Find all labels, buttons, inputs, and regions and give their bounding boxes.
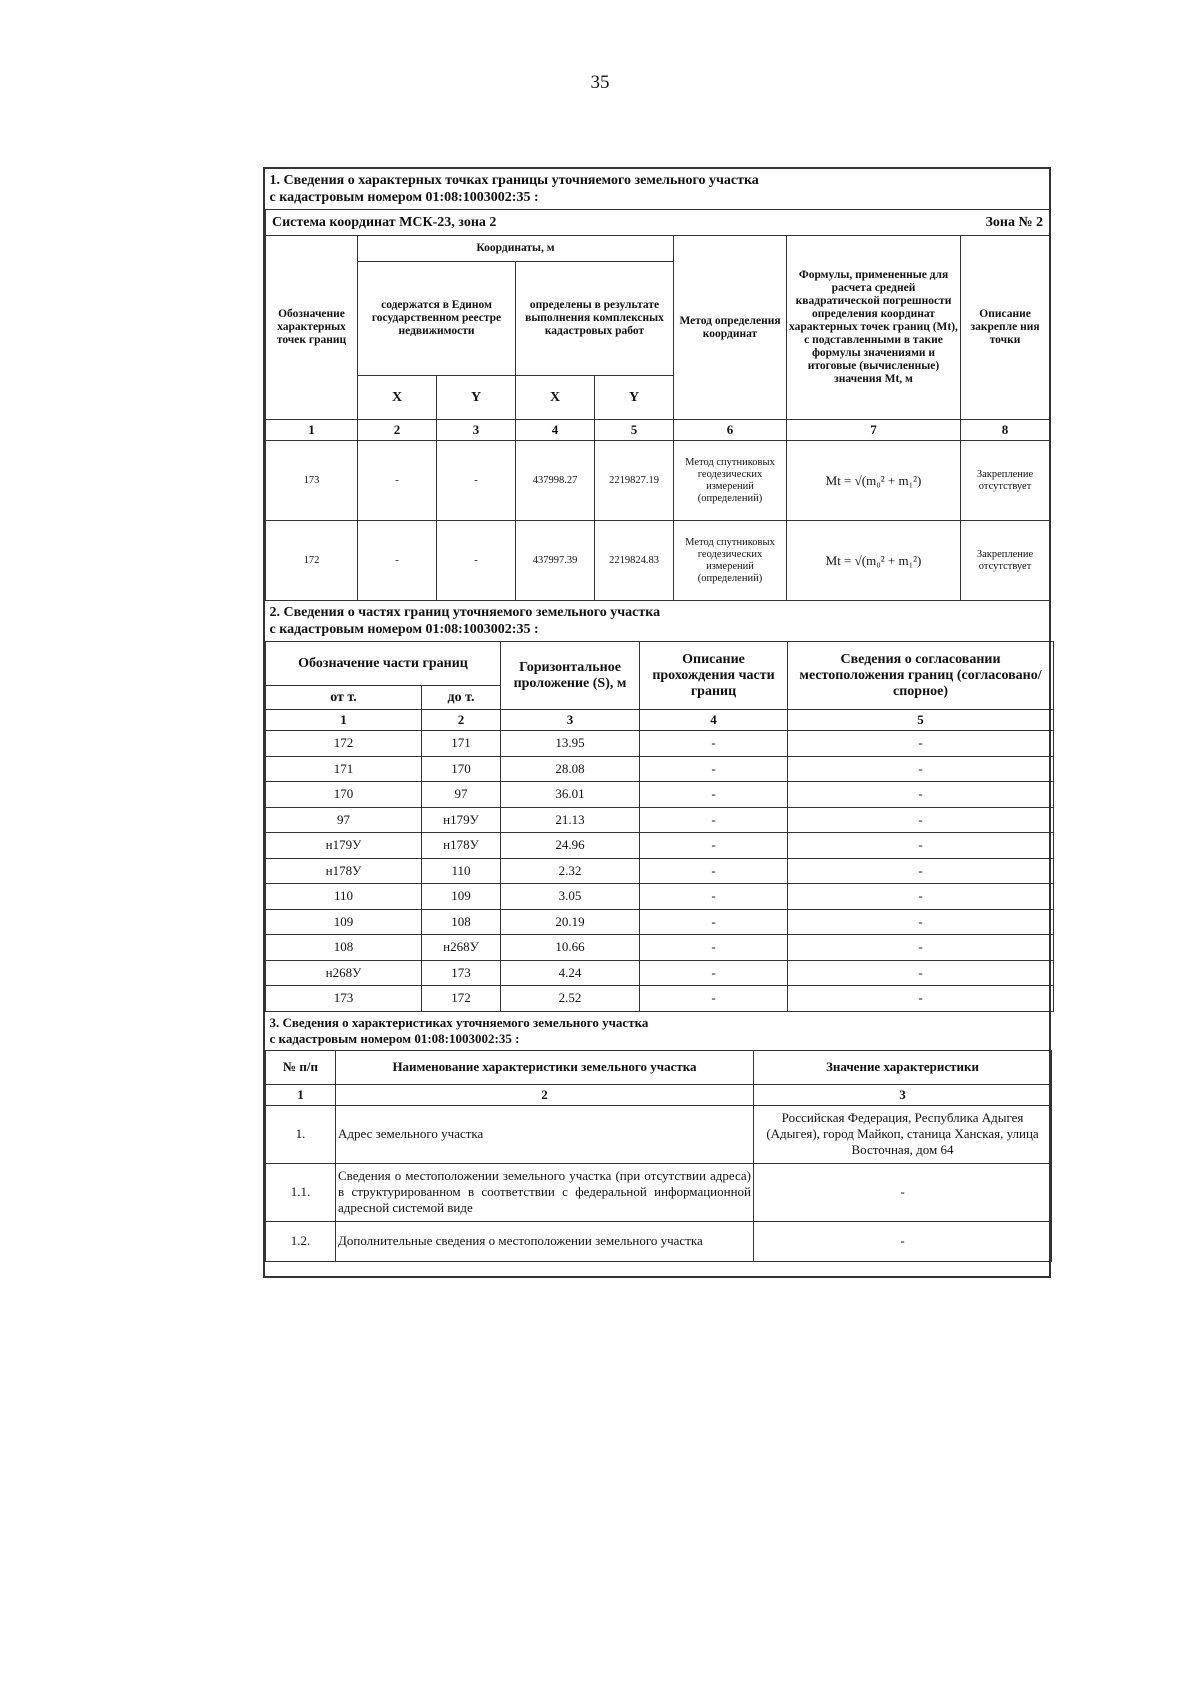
horizontal-distance: 4.24 [501, 960, 640, 986]
header-in-registry: содержатся в Едином государственном реестре недвижимости [358, 262, 516, 376]
horizontal-distance: 28.08 [501, 756, 640, 782]
to-point: н178У [422, 833, 501, 859]
header-part-description: Описание прохождения части границ [640, 642, 788, 710]
table-row [266, 521, 1050, 601]
agreement-status: - [788, 858, 1054, 884]
table-row [266, 858, 1054, 884]
part-description: - [640, 782, 788, 808]
row-num: 1. [266, 1105, 336, 1163]
agreement-status: - [788, 756, 1054, 782]
bottom-spacer [266, 1261, 1052, 1276]
from-point: 108 [266, 935, 422, 961]
col-number: 1 [266, 710, 422, 731]
table-row [266, 986, 1054, 1012]
document-frame [263, 167, 1051, 1278]
table-row [266, 807, 1054, 833]
part-description: - [640, 986, 788, 1012]
fixation-description: Закрепление отсутствует [961, 521, 1050, 601]
section3-title [266, 1012, 1052, 1051]
part-description: - [640, 935, 788, 961]
section3-table [265, 1012, 1052, 1276]
formula: Mt = √(m₀² + m₁²) [787, 441, 961, 521]
header-det-x: X [516, 376, 595, 420]
part-description: - [640, 884, 788, 910]
coordinate-system: Система координат МСК-23, зона 2 [272, 214, 497, 230]
to-point: 173 [422, 960, 501, 986]
reg-x: - [358, 441, 437, 521]
table-row [266, 1221, 1052, 1261]
col-number: 5 [788, 710, 1054, 731]
part-description: - [640, 756, 788, 782]
from-point: 172 [266, 731, 422, 757]
part-description: - [640, 807, 788, 833]
part-description: - [640, 833, 788, 859]
header-to: до т. [422, 686, 501, 710]
section1-table [265, 169, 1050, 601]
from-point: 173 [266, 986, 422, 1012]
header-point-description: Описание закрепле ния точки [961, 236, 1050, 420]
page-number: 35 [590, 72, 610, 93]
agreement-status: - [788, 833, 1054, 859]
table-row [266, 833, 1054, 859]
horizontal-distance: 36.01 [501, 782, 640, 808]
header-agreement: Сведения о согласовании местоположения границ (согласовано/спорное) [788, 642, 1054, 710]
horizontal-distance: 3.05 [501, 884, 640, 910]
col-number: 2 [336, 1084, 754, 1105]
table-row [266, 960, 1054, 986]
horizontal-distance: 21.13 [501, 807, 640, 833]
horizontal-distance: 13.95 [501, 731, 640, 757]
agreement-status: - [788, 807, 1054, 833]
agreement-status: - [788, 782, 1054, 808]
header-boundary-part: Обозначение части границ [266, 642, 501, 686]
part-description: - [640, 960, 788, 986]
point-id: 172 [266, 521, 358, 601]
col-number: 6 [674, 420, 787, 441]
header-coordinates: Координаты, м [358, 236, 674, 262]
section2-table [265, 601, 1054, 1012]
header-determined: определены в результате выполнения комплексных кадастровых работ [516, 262, 674, 376]
section2-title-line1: 2. Сведения о частях границ уточняемого земельного участка [269, 605, 661, 620]
coord-x: 437997.39 [516, 521, 595, 601]
from-point: н178У [266, 858, 422, 884]
section2-title [266, 601, 1054, 642]
header-characteristic-value: Значение характеристики [754, 1050, 1052, 1084]
col-number: 1 [266, 420, 358, 441]
characteristic-name: Сведения о местоположении земельного участка (при отсутствии адреса) в структурированном в соответствии с федеральной информационной адресной системой виде [336, 1163, 754, 1221]
header-from: от т. [266, 686, 422, 710]
coord-x: 437998.27 [516, 441, 595, 521]
horizontal-distance: 10.66 [501, 935, 640, 961]
agreement-status: - [788, 935, 1054, 961]
to-point: 108 [422, 909, 501, 935]
coordinate-system-row [266, 210, 1050, 236]
from-point: 171 [266, 756, 422, 782]
col-number: 3 [501, 710, 640, 731]
col-number: 7 [787, 420, 961, 441]
horizontal-distance: 2.32 [501, 858, 640, 884]
to-point: 172 [422, 986, 501, 1012]
to-point: 97 [422, 782, 501, 808]
agreement-status: - [788, 960, 1054, 986]
point-id: 173 [266, 441, 358, 521]
reg-x: - [358, 521, 437, 601]
coord-y: 2219827.19 [595, 441, 674, 521]
from-point: н268У [266, 960, 422, 986]
row-num: 1.2. [266, 1221, 336, 1261]
header-reg-y: Y [437, 376, 516, 420]
table-row [266, 731, 1054, 757]
horizontal-distance: 2.52 [501, 986, 640, 1012]
from-point: 170 [266, 782, 422, 808]
fixation-description: Закрепление отсутствует [961, 441, 1050, 521]
table-row [266, 1163, 1052, 1221]
from-point: 109 [266, 909, 422, 935]
col-number: 2 [422, 710, 501, 731]
header-horizontal: Горизонтальное проложение (S), м [501, 642, 640, 710]
table-row [266, 909, 1054, 935]
col-number: 4 [640, 710, 788, 731]
characteristic-value: - [754, 1163, 1052, 1221]
characteristic-value: Российская Федерация, Республика Адыгея (Адыгея), город Майкоп, станица Ханская, улица Восточная, дом 64 [754, 1105, 1052, 1163]
to-point: 110 [422, 858, 501, 884]
method: Метод спутниковых геодезических измерений (определений) [674, 441, 787, 521]
zone-label: Зона № 2 [985, 214, 1044, 230]
col-number: 4 [516, 420, 595, 441]
col-number: 3 [437, 420, 516, 441]
section1-title-line2: с кадастровым номером 01:08:1003002:35 : [269, 190, 539, 205]
header-designation: Обозначение характерных точек границ [266, 236, 358, 420]
table-row [266, 782, 1054, 808]
to-point: 109 [422, 884, 501, 910]
to-point: н268У [422, 935, 501, 961]
characteristic-name: Адрес земельного участка [336, 1105, 754, 1163]
header-method: Метод определения координат [674, 236, 787, 420]
section1-title-line1: 1. Сведения о характерных точках границы уточняемого земельного участка [269, 173, 759, 188]
table-row [266, 1105, 1052, 1163]
to-point: н179У [422, 807, 501, 833]
header-characteristic-name: Наименование характеристики земельного участка [336, 1050, 754, 1084]
method: Метод спутниковых геодезических измерений (определений) [674, 521, 787, 601]
to-point: 171 [422, 731, 501, 757]
table-row [266, 884, 1054, 910]
horizontal-distance: 24.96 [501, 833, 640, 859]
agreement-status: - [788, 884, 1054, 910]
formula: Mt = √(m₀² + m₁²) [787, 521, 961, 601]
agreement-status: - [788, 731, 1054, 757]
part-description: - [640, 858, 788, 884]
col-number: 2 [358, 420, 437, 441]
characteristic-value: - [754, 1221, 1052, 1261]
from-point: 97 [266, 807, 422, 833]
row-num: 1.1. [266, 1163, 336, 1221]
col-number: 8 [961, 420, 1050, 441]
table-row [266, 441, 1050, 521]
section3-title-line1: 3. Сведения о характеристиках уточняемого земельного участка [269, 1014, 649, 1030]
to-point: 170 [422, 756, 501, 782]
part-description: - [640, 731, 788, 757]
header-num: № п/п [266, 1050, 336, 1084]
agreement-status: - [788, 909, 1054, 935]
coord-y: 2219824.83 [595, 521, 674, 601]
col-number: 1 [266, 1084, 336, 1105]
header-formulas: Формулы, примененные для расчета средней квадратической погрешности определения координат характерных точек границ (Mt), с подставленными в такие формулы значениями и итоговые (вычисленные) значения Mt, м [787, 236, 961, 420]
from-point: 110 [266, 884, 422, 910]
characteristic-name: Дополнительные сведения о местоположении земельного участка [336, 1221, 754, 1261]
section2-title-line2: с кадастровым номером 01:08:1003002:35 : [269, 622, 539, 637]
agreement-status: - [788, 986, 1054, 1012]
from-point: н179У [266, 833, 422, 859]
col-number: 5 [595, 420, 674, 441]
section1-title [266, 169, 1050, 210]
table-row [266, 935, 1054, 961]
table-row [266, 756, 1054, 782]
header-det-y: Y [595, 376, 674, 420]
section3-title-line2: с кадастровым номером 01:08:1003002:35 : [269, 1030, 520, 1046]
part-description: - [640, 909, 788, 935]
reg-y: - [437, 521, 516, 601]
reg-y: - [437, 441, 516, 521]
horizontal-distance: 20.19 [501, 909, 640, 935]
header-reg-x: X [358, 376, 437, 420]
col-number: 3 [754, 1084, 1052, 1105]
